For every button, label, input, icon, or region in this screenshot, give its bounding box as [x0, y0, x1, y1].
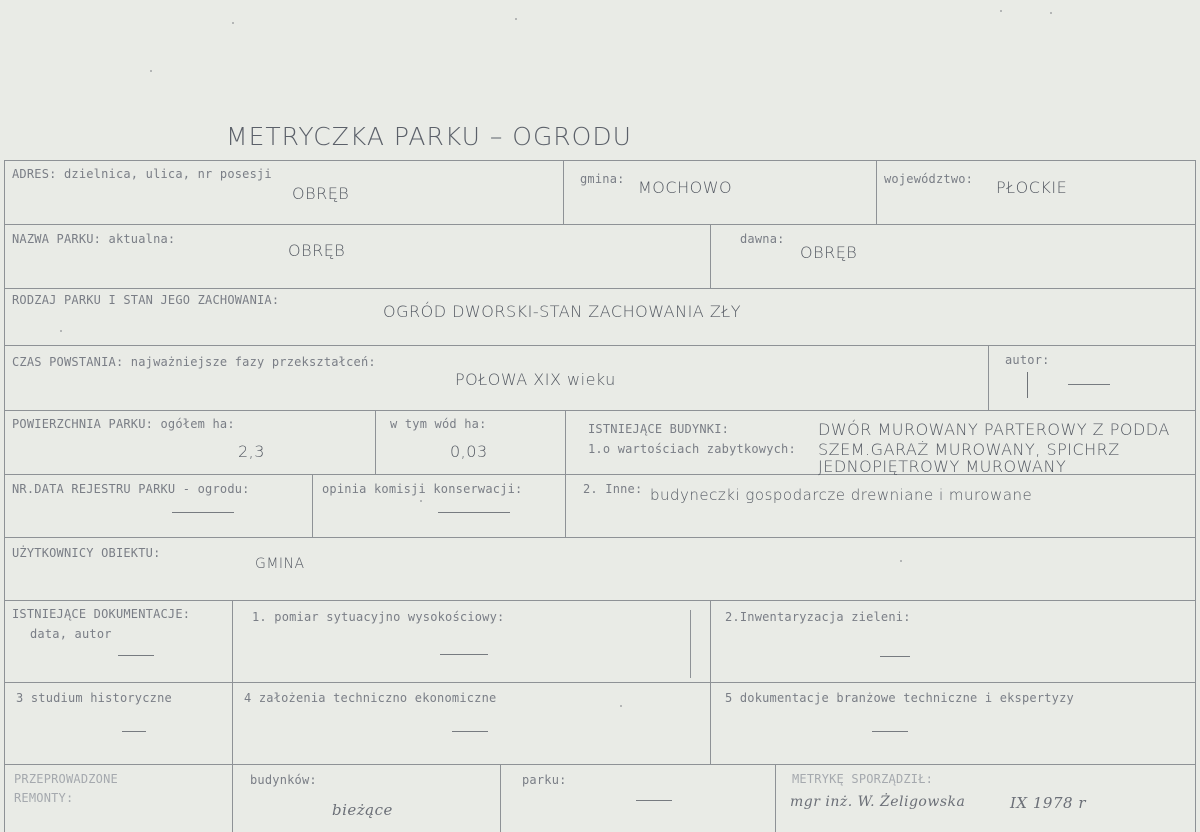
branzowe-empty-dash [872, 731, 908, 732]
budynki-zabytkowe-line1: DWÓR MUROWANY PARTEROWY Z PODDA [818, 420, 1170, 439]
row-border [4, 537, 1196, 538]
remonty-label-2: REMONTY: [14, 791, 74, 805]
col-border [775, 764, 776, 832]
wojewodztwo-value: PŁOCKIE [996, 178, 1068, 197]
row-border [4, 682, 1196, 683]
dokumentacje-data-autor: data, autor [30, 627, 112, 641]
rodzaj-value: OGRÓD DWORSKI-STAN ZACHOWANIA ZŁY [383, 302, 742, 321]
autor-empty-dash [1068, 384, 1110, 385]
rejestr-empty-dash [172, 512, 234, 513]
studium-empty-dash [122, 731, 146, 732]
parku-empty-dash [636, 800, 672, 801]
col-border [710, 224, 711, 288]
speck [60, 330, 62, 332]
zalozenia-empty-dash [452, 731, 488, 732]
row-border [4, 600, 1196, 601]
budynki-zabytkowe-line3: JEDNOPIĘTROWY MUROWANY [818, 457, 1067, 476]
czas-label: CZAS POWSTANIA: najważniejsze fazy przekształceń: [12, 355, 376, 369]
inne-label: 2. Inne: [583, 482, 643, 496]
studium-label: 3 studium historyczne [16, 691, 172, 705]
col-border [375, 410, 376, 474]
parku-label: parku: [522, 773, 567, 787]
col-border [988, 345, 989, 410]
dokumentacje-label: ISTNIEJĄCE DOKUMENTACJE: [12, 607, 191, 621]
budynki-zabytkowe-line2: SZEM.GARAŻ MUROWANY, SPICHRZ [818, 440, 1120, 459]
nazwa-label: NAZWA PARKU: aktualna: [12, 232, 176, 246]
col-border [500, 764, 501, 832]
pomiar-empty-dash [440, 654, 488, 655]
speck [620, 705, 622, 707]
row-border [4, 764, 1196, 765]
page-title: METRYCZKA PARKU – OGRODU [226, 122, 632, 151]
speck [150, 70, 152, 72]
budynki-label: ISTNIEJĄCE BUDYNKI: [588, 422, 730, 436]
col-border [690, 610, 691, 678]
row-border [4, 160, 1196, 161]
speck [1050, 12, 1052, 14]
autor-label: autor: [1005, 353, 1050, 367]
branzowe-label: 5 dokumentacje branżowe techniczne i ekspertyzy [725, 691, 1074, 705]
row-border [4, 345, 1196, 346]
wojewodztwo-label: województwo: [884, 172, 974, 186]
opinia-label: opinia komisji konserwacji: [322, 482, 523, 496]
speck [420, 500, 422, 502]
speck [1000, 10, 1002, 12]
sporzadzil-date: IX 1978 r [1010, 794, 1086, 812]
dawna-value: OBRĘB [800, 243, 858, 262]
col-border [4, 160, 5, 832]
budynkow-value: bieżące [332, 801, 393, 819]
inwentaryzacja-label: 2.Inwentaryzacja zieleni: [725, 610, 911, 624]
zalozenia-label: 4 założenia techniczno ekonomiczne [244, 691, 497, 705]
col-border [876, 160, 877, 224]
budynki-zabytkowe-label: 1.o wartościach zabytkowych: [588, 442, 796, 456]
remonty-label-1: PRZEPROWADZONE [14, 772, 118, 786]
col-border [565, 410, 566, 537]
woda-value: 0,03 [450, 442, 488, 461]
autor-tick [1027, 372, 1028, 398]
col-border [563, 160, 564, 224]
gmina-value: MOCHOWO [638, 178, 733, 197]
nazwa-value: OBRĘB [288, 241, 346, 260]
gmina-label: gmina: [580, 172, 625, 186]
opinia-empty-dash [438, 512, 510, 513]
inwentaryzacja-empty-dash [880, 656, 910, 657]
row-border [4, 410, 1196, 411]
czas-value: POŁOWA XIX wieku [455, 370, 616, 389]
col-border [1195, 160, 1196, 832]
row-border [4, 224, 1196, 225]
sporzadzil-value: mgr inż. W. Żeligowska [790, 794, 966, 810]
col-border [312, 474, 313, 537]
budynkow-label: budynków: [250, 773, 317, 787]
pomiar-label: 1. pomiar sytuacyjno wysokościowy: [252, 610, 505, 624]
adres-value: OBRĘB [292, 184, 350, 203]
speck [232, 22, 234, 24]
dokumentacje-empty-dash [118, 655, 154, 656]
speck [515, 18, 517, 20]
col-border [710, 600, 711, 764]
adres-label: ADRES: dzielnica, ulica, nr posesji [12, 167, 272, 181]
rejestr-label: NR.DATA REJESTRU PARKU - ogrodu: [12, 482, 250, 496]
powierzchnia-value: 2,3 [238, 442, 265, 461]
speck [900, 560, 902, 562]
powierzchnia-label: POWIERZCHNIA PARKU: ogółem ha: [12, 417, 235, 431]
col-border [232, 600, 233, 832]
inne-value: budyneczki gospodarcze drewniane i murowane [650, 486, 1033, 504]
sporzadzil-label: METRYKĘ SPORZĄDZIŁ: [792, 772, 934, 786]
woda-label: w tym wód ha: [390, 417, 487, 431]
uzytkownicy-label: UŻYTKOWNICY OBIEKTU: [12, 546, 161, 560]
row-border [4, 288, 1196, 289]
rodzaj-label: RODZAJ PARKU I STAN JEGO ZACHOWANIA: [12, 293, 280, 307]
dawna-label: dawna: [740, 232, 785, 246]
uzytkownicy-value: GMINA [255, 556, 305, 572]
